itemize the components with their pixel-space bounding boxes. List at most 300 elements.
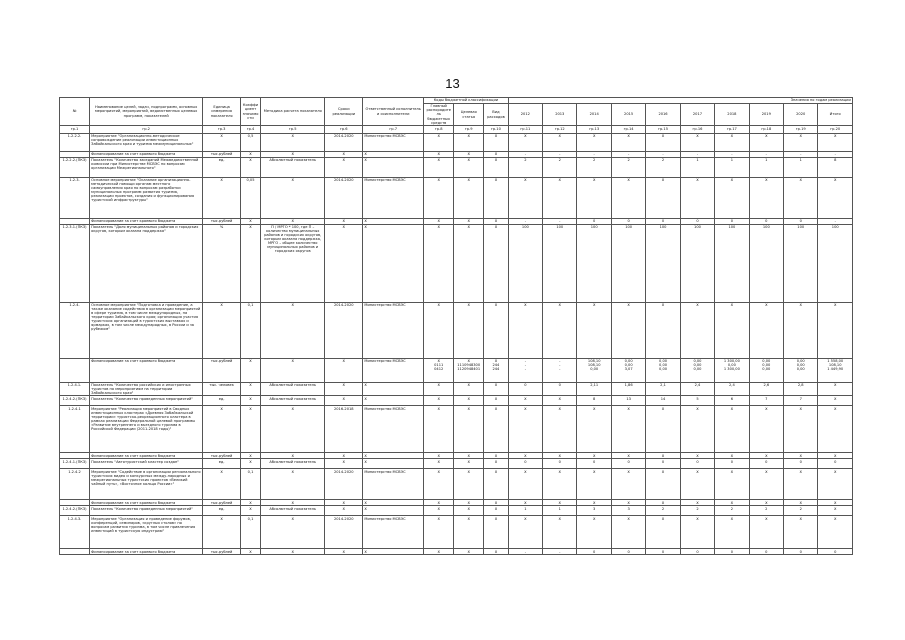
table-cell: Х [749, 469, 783, 500]
row-name-cell: Финансирование за счет краевого бюджета [89, 218, 202, 224]
table-cell: 1 [784, 157, 818, 177]
table-cell: Х [363, 382, 424, 396]
table-cell: 108,10 108,10 0,00 [577, 358, 611, 382]
table-cell: 0,05 [241, 177, 261, 218]
header-unit: Единица измерения показателя [203, 98, 241, 126]
table-cell: Х [363, 396, 424, 406]
table-cell: Х [646, 302, 680, 358]
table-cell: 2,11 [577, 382, 611, 396]
table-cell: Х [680, 453, 714, 459]
column-number: гр.2 [89, 126, 202, 134]
column-number: гр.5 [261, 126, 325, 134]
column-number: гр.14 [611, 126, 645, 134]
table-cell: 0,5 [241, 133, 261, 151]
table-cell: 2 [508, 157, 542, 177]
table-cell: Х [261, 406, 325, 453]
table-cell: 2 [715, 506, 749, 516]
column-number: гр.15 [646, 126, 680, 134]
table-cell: Х [325, 549, 363, 555]
table-cell: Х [646, 500, 680, 506]
table-cell: Х [363, 549, 424, 555]
table-cell: 1 [749, 157, 783, 177]
table-cell: Х [261, 358, 325, 382]
table-cell: Х [241, 549, 261, 555]
table-cell: Х [577, 453, 611, 459]
table-cell: Х [543, 406, 577, 453]
table-cell: Х [715, 406, 749, 453]
table-cell: 2014-2020 [325, 133, 363, 151]
table-cell: Х [241, 396, 261, 406]
table-cell: 2 [646, 157, 680, 177]
table-row [60, 358, 853, 382]
table-cell: 3 [577, 506, 611, 516]
table-cell: Х [363, 157, 424, 177]
table-cell: Х [484, 382, 508, 396]
row-name-cell: Финансирование за счет краевого бюджета [89, 549, 202, 555]
table-cell: Х [680, 133, 714, 151]
table-cell: 2 [680, 506, 714, 516]
row-number-cell: 1.2.2.2. [60, 133, 90, 151]
table-cell: 0 [680, 459, 714, 469]
table-cell: 0 [543, 382, 577, 396]
table-cell: тыс.рублей [203, 218, 241, 224]
column-number: гр.13 [577, 126, 611, 134]
table-cell: Х [715, 500, 749, 506]
table-cell: Х [261, 549, 325, 555]
table-cell: Х [454, 302, 484, 358]
column-number: гр.6 [325, 126, 363, 134]
row-name-cell: Показатель "Количество заседаний Межведомственной комиссии при Министерстве МСВЭС по вопросам организации Межрегионального" [89, 157, 202, 177]
column-number: гр.17 [715, 126, 749, 134]
table-cell: Х [784, 500, 818, 506]
table-cell: Х [424, 549, 454, 555]
table-cell: Х [715, 453, 749, 459]
table-cell: Х [749, 516, 783, 549]
table-cell: Х [484, 133, 508, 151]
table-cell: 0,1 [241, 302, 261, 358]
table-cell: Х [454, 506, 484, 516]
table-cell: 0 [715, 459, 749, 469]
row-number-cell [60, 358, 90, 382]
column-number: гр.16 [680, 126, 714, 134]
table-cell: Х [818, 382, 853, 396]
table-cell: 7 [784, 396, 818, 406]
table-cell: Х [611, 516, 645, 549]
table-cell: Х [484, 151, 508, 157]
program-table [59, 97, 853, 555]
table-cell: 0 [508, 382, 542, 396]
table-cell: 2 [646, 506, 680, 516]
table-cell: 0,00 0,00 0,00 [680, 358, 714, 382]
table-cell: Х [749, 133, 783, 151]
row-number-cell: 1.2.4.1.(ПКЗ) [60, 459, 90, 469]
table-cell: - [818, 151, 853, 157]
table-cell: Х [508, 133, 542, 151]
table-cell: Х [325, 459, 363, 469]
table-cell: - [611, 151, 645, 157]
row-number-cell: 1.2.4.1 [60, 406, 90, 453]
table-cell: Х [203, 133, 241, 151]
header-method: Методика расчета показателя [261, 98, 325, 126]
table-cell: ед. [203, 396, 241, 406]
table-cell: 2,4 [715, 382, 749, 396]
row-number-cell: 1.2.2.2.(ПКЗ) [60, 157, 90, 177]
table-cell: Х [454, 516, 484, 549]
table-cell: - [543, 549, 577, 555]
column-number: гр.1 [60, 126, 90, 134]
table-cell: 100 [749, 224, 783, 302]
row-number-cell: 1.2.3.1.(ПКЗ) [60, 224, 90, 302]
column-number: гр.7 [363, 126, 424, 134]
table-cell: 0 [784, 549, 818, 555]
table-cell: Х [749, 406, 783, 453]
header-budget-type: Вид расходов [484, 104, 508, 126]
table-cell: Х [424, 459, 454, 469]
table-cell: Х [818, 302, 853, 358]
table-cell: Х [784, 406, 818, 453]
table-row [60, 302, 853, 358]
table-cell: Х [325, 396, 363, 406]
table-cell: 0,1 [241, 469, 261, 500]
table-cell: Х [749, 177, 783, 218]
table-cell: - - - [508, 358, 542, 382]
table-cell: 0 [749, 459, 783, 469]
table-cell: Х [241, 157, 261, 177]
table-cell: 0,00 0,00 0,00 [749, 358, 783, 382]
table-cell: Х [454, 396, 484, 406]
table-cell: Х [611, 177, 645, 218]
table-cell: Х [454, 382, 484, 396]
table-cell: 0,00 0,00 0,00 [784, 358, 818, 382]
table-cell: Х [325, 358, 363, 382]
table-cell: Х [325, 500, 363, 506]
table-cell: Х [646, 406, 680, 453]
table-cell: 2,8 [784, 382, 818, 396]
table-cell: Х [715, 469, 749, 500]
table-row [60, 382, 853, 396]
table-cell: Х [818, 516, 853, 549]
table-row [60, 549, 853, 555]
table-cell: 100 [680, 224, 714, 302]
table-cell: Х [646, 516, 680, 549]
header-weight: Коэффициент значимости [241, 98, 261, 126]
table-cell: Х [543, 302, 577, 358]
table-cell: Х [203, 516, 241, 549]
table-cell: Х [424, 453, 454, 459]
table-cell: 1 300,00 0,00 1 300,00 [715, 358, 749, 382]
table-cell: Х [203, 302, 241, 358]
table-cell: Х [508, 396, 542, 406]
table-cell: Х [261, 453, 325, 459]
table-cell: Х [454, 157, 484, 177]
row-name-cell: Показатель "Доля муниципальных районов и городских округов, которым оказана поддержка" [89, 224, 202, 302]
table-cell: Х [784, 516, 818, 549]
table-row [60, 516, 853, 549]
table-cell: Х [484, 549, 508, 555]
table-cell: тыс.рублей [203, 151, 241, 157]
table-cell: Х [680, 406, 714, 453]
table-cell: Х [241, 453, 261, 459]
table-cell: Х [818, 133, 853, 151]
table-cell: Х [484, 506, 508, 516]
table-cell: 0,00 0,00 0,00 [646, 358, 680, 382]
table-cell: Х [261, 516, 325, 549]
table-cell: Х [325, 453, 363, 459]
table-cell: Х [454, 469, 484, 500]
header-year: 2017 [680, 104, 714, 126]
table-cell: Х [241, 500, 261, 506]
table-cell: Х [325, 382, 363, 396]
row-number-cell: 1.2.4.2.(ПКЗ) [60, 396, 90, 406]
column-number: гр.20 [818, 126, 853, 134]
table-cell: 2014-2020 [325, 469, 363, 500]
column-number: гр.3 [203, 126, 241, 134]
row-name-cell: Мероприятие "Организационно-методическое сопровождение реализации инвестиционных Забайкальского края и туризма межмуниципальных" [89, 133, 202, 151]
table-cell: 5 [680, 396, 714, 406]
table-cell: 0 [715, 549, 749, 555]
table-cell: 2016-2018 [325, 406, 363, 453]
column-number: гр.4 [241, 126, 261, 134]
table-cell: 1 558,00 108,10 1 449,90 [818, 358, 853, 382]
table-row [60, 224, 853, 302]
column-number: гр.8 [424, 126, 454, 134]
table-cell: 100 [611, 224, 645, 302]
table-cell: 0 [784, 218, 818, 224]
table-cell: Х [424, 516, 454, 549]
table-row [60, 506, 853, 516]
header-budget-group: Коды бюджетной классификации [424, 98, 508, 104]
header-terms: Сроки реализации [325, 98, 363, 126]
table-row [60, 396, 853, 406]
table-cell: Х [543, 133, 577, 151]
table-cell: Х [325, 151, 363, 157]
row-number-cell: 1.2.4.2.(ПКЗ) [60, 506, 90, 516]
table-cell: Х [454, 406, 484, 453]
table-cell: - [749, 151, 783, 157]
table-cell: - [715, 151, 749, 157]
table-cell: Х [484, 406, 508, 453]
table-cell: 0 [577, 549, 611, 555]
table-cell: 0 [611, 218, 645, 224]
table-cell: 1 [680, 157, 714, 177]
table-cell: Х [454, 218, 484, 224]
table-cell: Х [454, 549, 484, 555]
table-cell: Министерство МСВЭС [363, 358, 424, 382]
table-cell: 2,4 [680, 382, 714, 396]
row-number-cell: 1.2.3. [60, 177, 90, 218]
table-cell: Х [577, 469, 611, 500]
table-cell: Х [241, 218, 261, 224]
table-cell: Х [577, 302, 611, 358]
row-name-cell: Показатель "Автотуристский кластер создан" [89, 459, 202, 469]
table-cell: Министерство МСВЭС [363, 469, 424, 500]
row-name-cell: Основное мероприятие "Подготовка и проведение, а также оказание содействия в организации мероприятий в сфере туризма, в том числе международных, на территории Забайкальского края; организация участия туристских организаций в туристских выставках и ярмарках, в том числе международных, в России и за рубежом" [89, 302, 202, 358]
row-name-cell: Мероприятие "Реализация мероприятий в Сводных инвестиционных кластерах «Древняя Забайкальской территории» туристско-рекреационного кластера в рамках реализации Федеральной целевой программы «Развитие внутреннего и въездного туризма в Российской Федерации (2011-2018 годы)" [89, 406, 202, 453]
table-cell: Х [818, 453, 853, 459]
table-cell: Х [363, 224, 424, 302]
row-name-cell: Показатель "Количество проведенных мероприятий" [89, 506, 202, 516]
table-cell: 0 [715, 218, 749, 224]
table-cell: 100 [577, 224, 611, 302]
table-cell: 6 [715, 396, 749, 406]
table-cell: Х [508, 469, 542, 500]
table-row [60, 469, 853, 500]
table-cell: Х [577, 406, 611, 453]
table-cell: Х [484, 459, 508, 469]
table-cell: 8 [577, 396, 611, 406]
row-number-cell: 1.2.4.2 [60, 469, 90, 500]
column-number: гр.11 [508, 126, 542, 134]
table-cell: - - - [543, 358, 577, 382]
table-cell: Х [784, 453, 818, 459]
table-cell: Х [484, 224, 508, 302]
table-cell: - [543, 151, 577, 157]
row-number-cell: 1.2.4. [60, 302, 90, 358]
table-cell: Х [543, 469, 577, 500]
table-cell: Х [715, 177, 749, 218]
table-cell: - [784, 151, 818, 157]
table-cell: 2,1 [646, 382, 680, 396]
table-cell: Х [508, 406, 542, 453]
table-cell: 100 [715, 224, 749, 302]
table-cell: 0 [818, 459, 853, 469]
table-cell: Х [577, 516, 611, 549]
table-cell: Министерство МСВЭС [363, 177, 424, 218]
table-row [60, 133, 853, 151]
table-cell: 100 [646, 224, 680, 302]
table-cell: Абсолютный показатель [261, 382, 325, 396]
table-cell: Х [577, 177, 611, 218]
page-number: 13 [445, 76, 460, 91]
table-cell: Х [241, 224, 261, 302]
table-cell: 0 [646, 459, 680, 469]
header-year: 2020 [784, 104, 818, 126]
table-cell: 2 [749, 506, 783, 516]
table-cell: Х [454, 177, 484, 218]
table-cell: Х [424, 382, 454, 396]
table-cell: 0 [508, 459, 542, 469]
table-cell: Х [749, 500, 783, 506]
header-name: Наименование целей, задач, подпрограмм, основных мероприятий, мероприятий, ведомственных целевых программ, показателей [89, 98, 202, 126]
table-cell: Х [508, 453, 542, 459]
table-cell: Абсолютный показатель [261, 506, 325, 516]
table-cell: Х [424, 506, 454, 516]
header-year: 2018 [715, 104, 749, 126]
header-no: № [60, 98, 90, 126]
header-year: 2014 [577, 104, 611, 126]
table-cell: Х [611, 302, 645, 358]
table-cell: Х [241, 382, 261, 396]
header-year: 2016 [646, 104, 680, 126]
table-cell: Х [784, 302, 818, 358]
table-cell: 0 [680, 549, 714, 555]
table-cell: Х [577, 500, 611, 506]
table-cell: Х [818, 506, 853, 516]
table-cell: Х [818, 469, 853, 500]
table-cell: 0 [611, 549, 645, 555]
table-cell: 1,86 [611, 382, 645, 396]
table-cell: Х [203, 406, 241, 453]
table-cell: Х [424, 469, 454, 500]
table-cell: 2014-2020 [325, 516, 363, 549]
table-cell: Х [611, 133, 645, 151]
table-cell: Х [325, 506, 363, 516]
table-cell: Х [749, 453, 783, 459]
table-cell: Х [680, 177, 714, 218]
table-cell: 2 [543, 157, 577, 177]
table-cell: Х [484, 157, 508, 177]
table-cell: Х [611, 406, 645, 453]
table-cell: Х [363, 218, 424, 224]
table-cell: % [203, 224, 241, 302]
table-cell: 7 [749, 396, 783, 406]
table-cell: Х [454, 453, 484, 459]
table-cell: 1 [715, 157, 749, 177]
table-cell: Х [363, 453, 424, 459]
header-year: 2012 [508, 104, 542, 126]
table-cell: Х [818, 406, 853, 453]
table-cell: Министерство МСВЭС [363, 406, 424, 453]
row-name-cell: Мероприятие "Содействие в организации регионального туристских видео и конкурсных между-народных и межрегиональных туристских проектов «Великий чайный путь», «Восточное кольцо России»" [89, 469, 202, 500]
table-cell: Х [508, 177, 542, 218]
table-cell: Х [715, 302, 749, 358]
row-number-cell: 1.2.4.3. [60, 516, 90, 549]
table-cell: Х [508, 516, 542, 549]
table-cell: тыс.рублей [203, 453, 241, 459]
table-cell: - [543, 218, 577, 224]
table-cell: 100 [784, 224, 818, 302]
table-cell: Х [484, 516, 508, 549]
table-row [60, 177, 853, 218]
row-name-cell: Финансирование за счет краевого бюджета [89, 453, 202, 459]
table-cell: Абсолютный показатель [261, 459, 325, 469]
table-cell: - [577, 151, 611, 157]
table-cell: - [818, 218, 853, 224]
table-cell: Х [261, 469, 325, 500]
row-number-cell [60, 549, 90, 555]
table-cell: П / МРГО * 100, где П – количество муниципальных районов и городских округов, которым оказана поддержка, МРГО – общее количество муниципальных районов и городских округов [261, 224, 325, 302]
row-name-cell: Финансирование за счет краевого бюджета [89, 358, 202, 382]
table-cell: Министерство МСВЭС [363, 302, 424, 358]
table-cell: ед. [203, 459, 241, 469]
table-cell: 0 [784, 459, 818, 469]
table-cell: Х [715, 516, 749, 549]
table-cell: Х [363, 459, 424, 469]
table-cell: Х [261, 133, 325, 151]
table-cell: Х [424, 396, 454, 406]
table-cell: 0 [749, 218, 783, 224]
table-row [60, 157, 853, 177]
row-name-cell: Финансирование за счет краевого бюджета [89, 500, 202, 506]
header-total: Итого [818, 104, 853, 126]
table-cell: Х [680, 469, 714, 500]
table-cell: 100 [508, 224, 542, 302]
table-cell: Х [508, 302, 542, 358]
table-cell: Х [241, 151, 261, 157]
table-cell: Х [454, 224, 484, 302]
table-cell: Х [454, 500, 484, 506]
table-cell: 14 [646, 396, 680, 406]
table-row [60, 459, 853, 469]
table-cell: Х [646, 453, 680, 459]
table-cell: Министерство МСВЭС [363, 516, 424, 549]
table-cell: 8 [818, 157, 853, 177]
table-cell: Х [543, 500, 577, 506]
table-cell: Х [680, 302, 714, 358]
table-cell: Х [484, 396, 508, 406]
table-cell: 2,6 [749, 382, 783, 396]
table-cell: Х [241, 506, 261, 516]
